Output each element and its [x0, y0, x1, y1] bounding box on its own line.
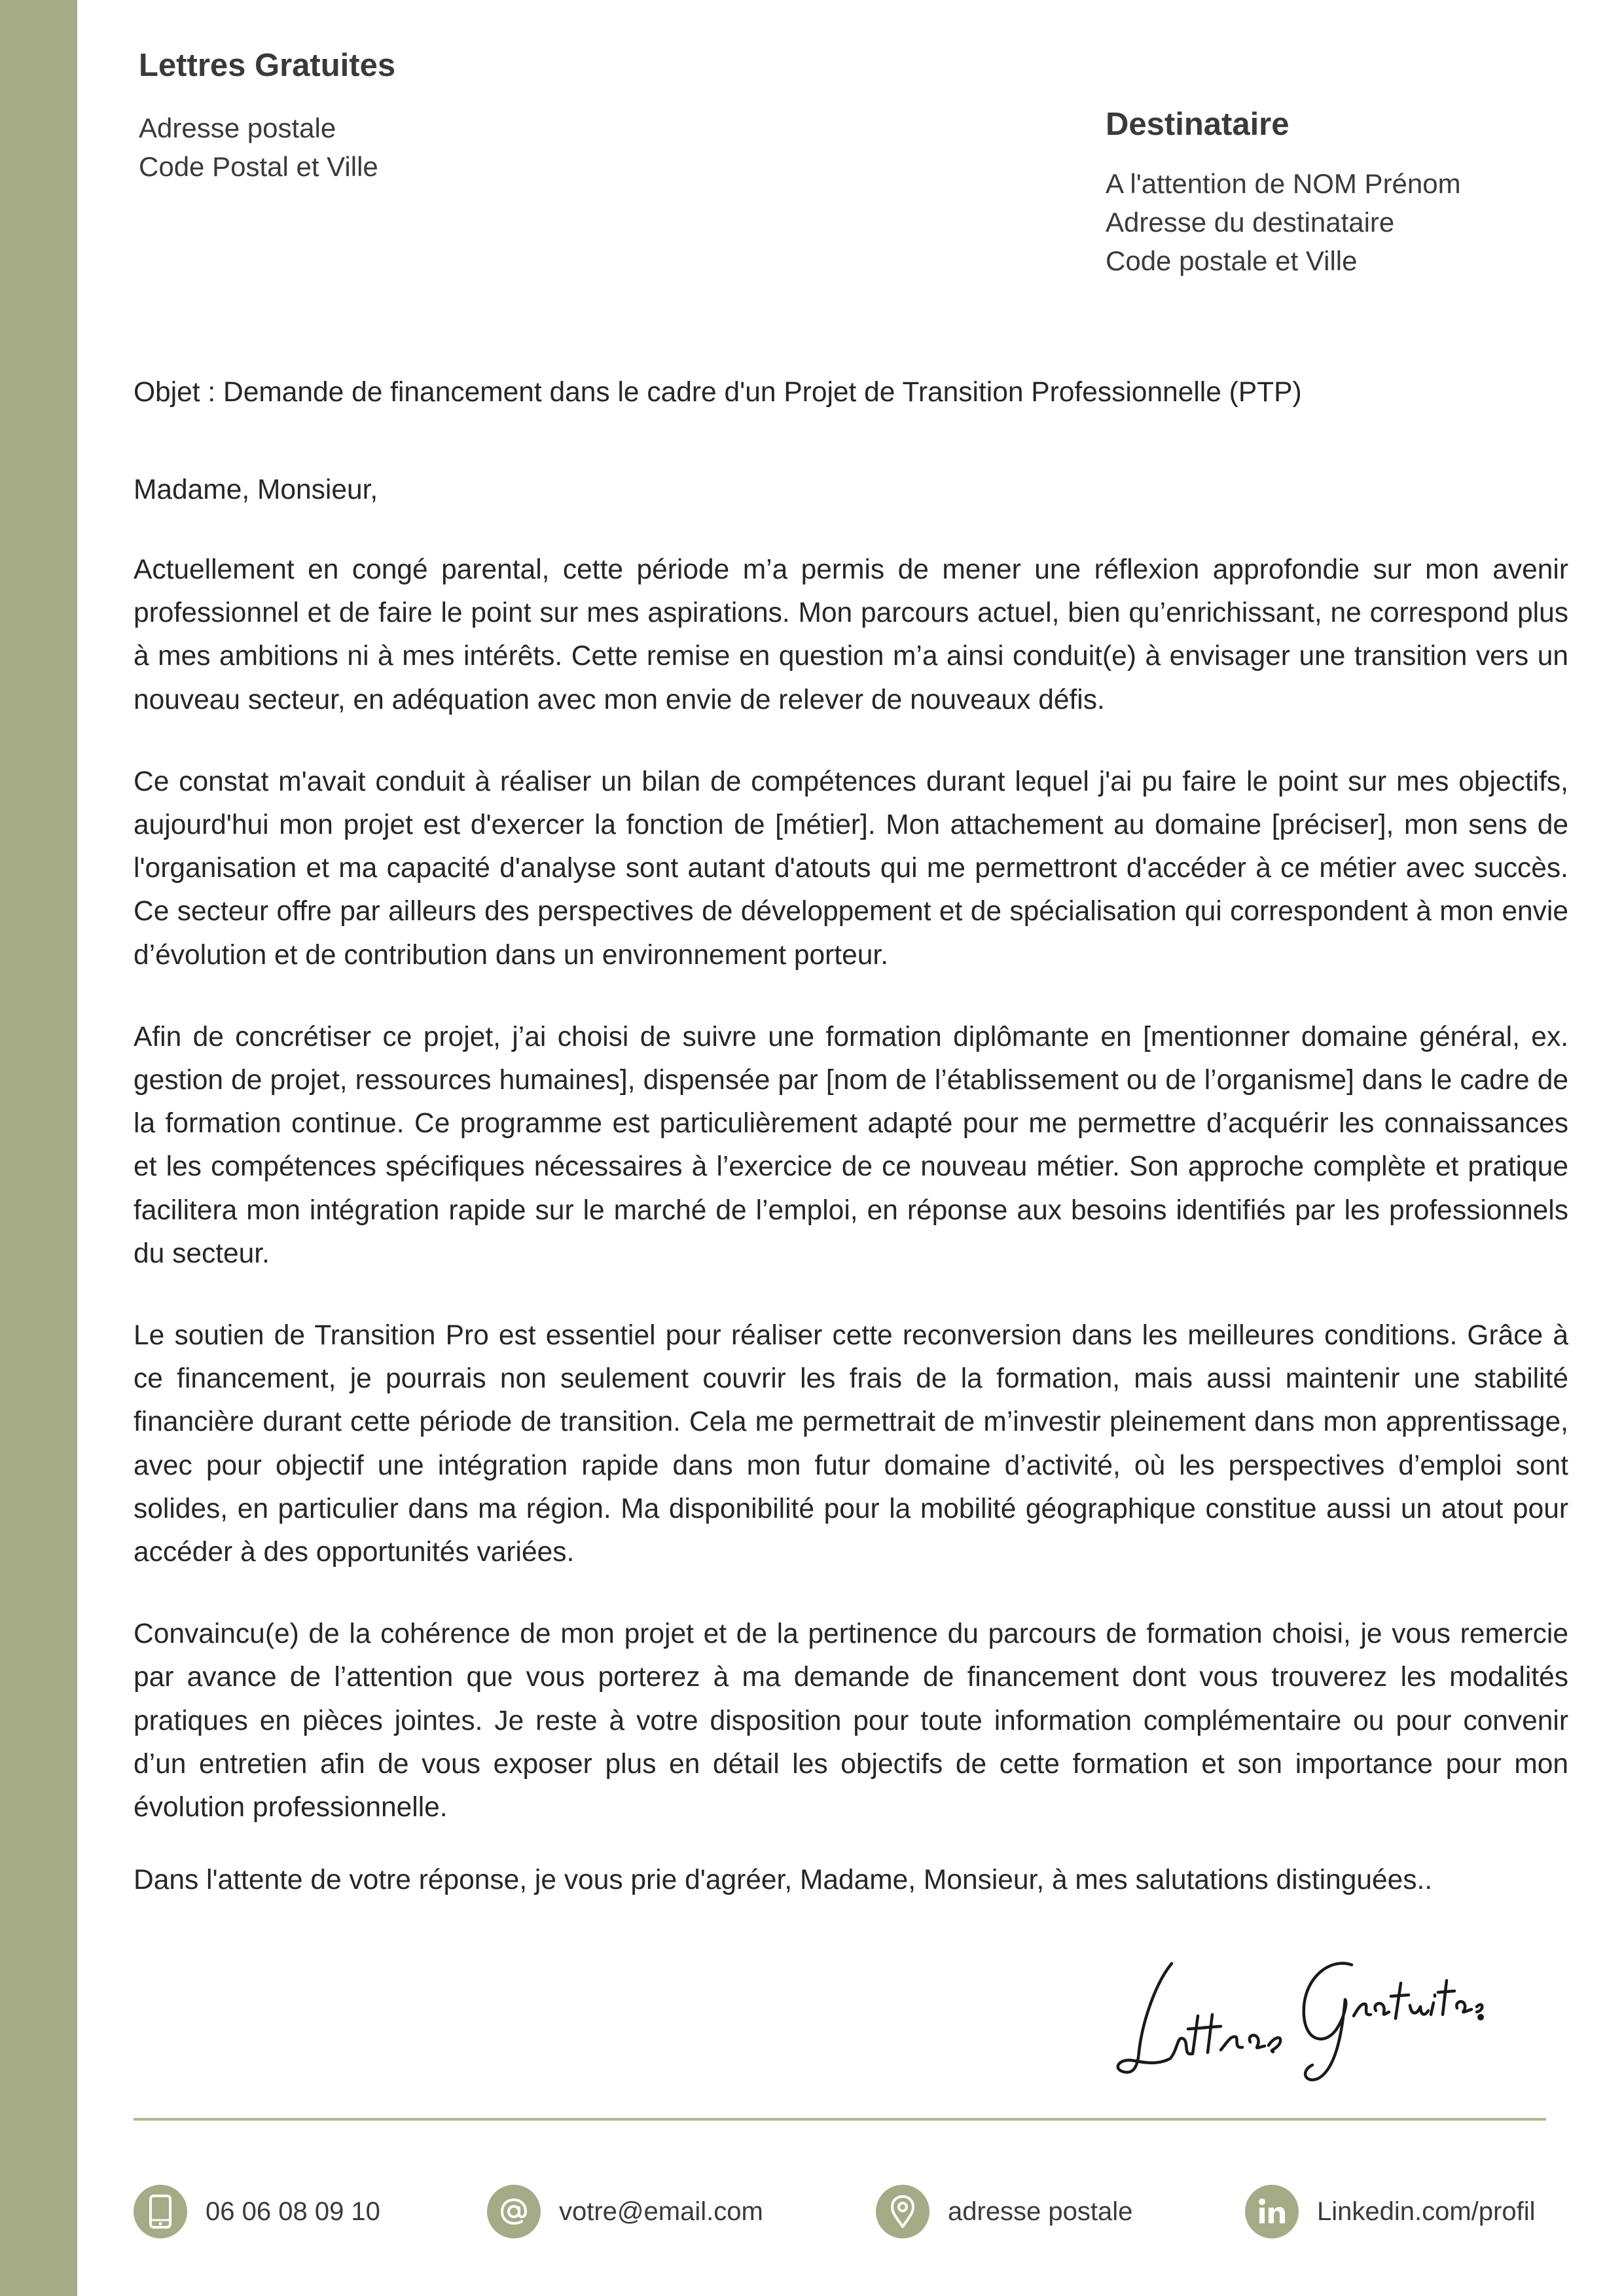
letter-closing: Dans l'attente de votre réponse, je vous prie d'agréer, Madame, Monsieur, à mes salutations distinguées.. — [134, 1865, 1433, 1895]
recipient-title: Destinataire — [1106, 107, 1290, 142]
email-address: votre@email.com — [559, 2197, 763, 2226]
body-paragraph-5: Convaincu(e) de la cohérence de mon projet et de la pertinence du parcours de formation choisi, je vous remercie par avance de l’attention que vous porterez à ma demande de financement dont vous trouverez les modalités pratiques en pièces jointes. Je reste à votre disposition pour toute information complémentaire ou pour convenir d’un entretien afin de vous exposer plus en détail les objectifs de cette formation et son importance pour mon évolution professionnelle. — [134, 1619, 1568, 1823]
signature — [1093, 1937, 1486, 2088]
recipient-line-2: Adresse du destinataire — [1106, 207, 1395, 238]
body-paragraph-2: Ce constat m'avait conduit à réaliser un bilan de compétences durant lequel j'ai pu faire le point sur mes objectifs, aujourd'hui mon projet est d'exercer la fonction de [métier]. Mon attachement au domaine [préciser], mon sens de l'organisation et ma capacité d'analyse sont autant d'atouts qui me permettront d'accéder à ce métier avec succès. Ce secteur offre par ailleurs des perspectives de développement et de spécialisation qui correspondent à mon envie d’évolution et de contribution dans un environnement porteur. — [134, 766, 1568, 971]
letter-object: Objet : Demande de financement dans le cadre d'un Projet de Transition Professionnelle (PTP) — [134, 377, 1302, 408]
sender-address-line-1: Adresse postale — [139, 113, 336, 143]
body-paragraph-3: Afin de concrétiser ce projet, j’ai choisi de suivre une formation diplômante en [mentionner domaine général, ex. gestion de projet, ressources humaines], dispensée par [nom de l’établissement ou de l’organisme] dans le cadre de la formation continue. Ce programme est particulièrement adapté pour me permettre d’acquérir les connaissances et les compétences spécifiques nécessaires à l’exercice de ce nouveau métier. Son approche complète et pratique facilitera mon intégration rapide sur le marché de l’emploi, en réponse aux besoins identifiés par les professionnels du secteur. — [134, 1021, 1568, 1269]
footer-phone — [134, 2185, 380, 2238]
footer-linkedin — [1245, 2185, 1536, 2238]
phone-icon — [134, 2185, 187, 2238]
recipient-line-3: Code postale et Ville — [1106, 245, 1358, 276]
postal-address: adresse postale — [948, 2197, 1133, 2226]
sender-name: Lettres Gratuites — [139, 48, 396, 83]
location-pin-icon — [876, 2185, 929, 2238]
linkedin-icon — [1245, 2185, 1299, 2238]
footer-email — [487, 2185, 763, 2238]
sender-address-line-2: Code Postal et Ville — [139, 151, 378, 182]
linkedin-profile: Linkedin.com/profil — [1317, 2197, 1536, 2226]
footer-divider — [134, 2118, 1546, 2121]
letter-salutation: Madame, Monsieur, — [134, 475, 378, 505]
recipient-line-1: A l'attention de NOM Prénom — [1106, 168, 1461, 199]
letter-body — [134, 548, 1568, 1868]
recipient-block — [1106, 106, 1461, 280]
phone-number: 06 06 08 09 10 — [206, 2197, 380, 2226]
sender-block — [139, 47, 395, 186]
footer-address — [876, 2185, 1132, 2238]
sidebar-accent-band — [0, 0, 77, 2296]
body-paragraph-1: Actuellement en congé parental, cette période m’a permis de mener une réflexion approfondie sur mon avenir professionnel et de faire le point sur mes aspirations. Mon parcours actuel, bien qu’enrichissant, ne correspond plus à mes ambitions ni à mes intérêts. Cette remise en question m’a ainsi conduit(e) à envisager une transition vers un nouveau secteur, en adéquation avec mon envie de relever de nouveaux défis. — [134, 554, 1568, 715]
body-paragraph-4: Le soutien de Transition Pro est essentiel pour réaliser cette reconversion dans les meilleures conditions. Grâce à ce financement, je pourrais non seulement couvrir les frais de la formation, mais aussi maintenir une stabilité financière durant cette période de transition. Cela me permettrait de m’investir pleinement dans mon apprentissage, avec pour objectif une intégration rapide dans mon futur domaine d’activité, où les perspectives d’emploi sont solides, en particulier dans ma région. Ma disponibilité pour la mobilité géographique constitue aussi un atout pour accéder à des opportunités variées. — [134, 1320, 1568, 1568]
at-icon — [487, 2185, 541, 2238]
